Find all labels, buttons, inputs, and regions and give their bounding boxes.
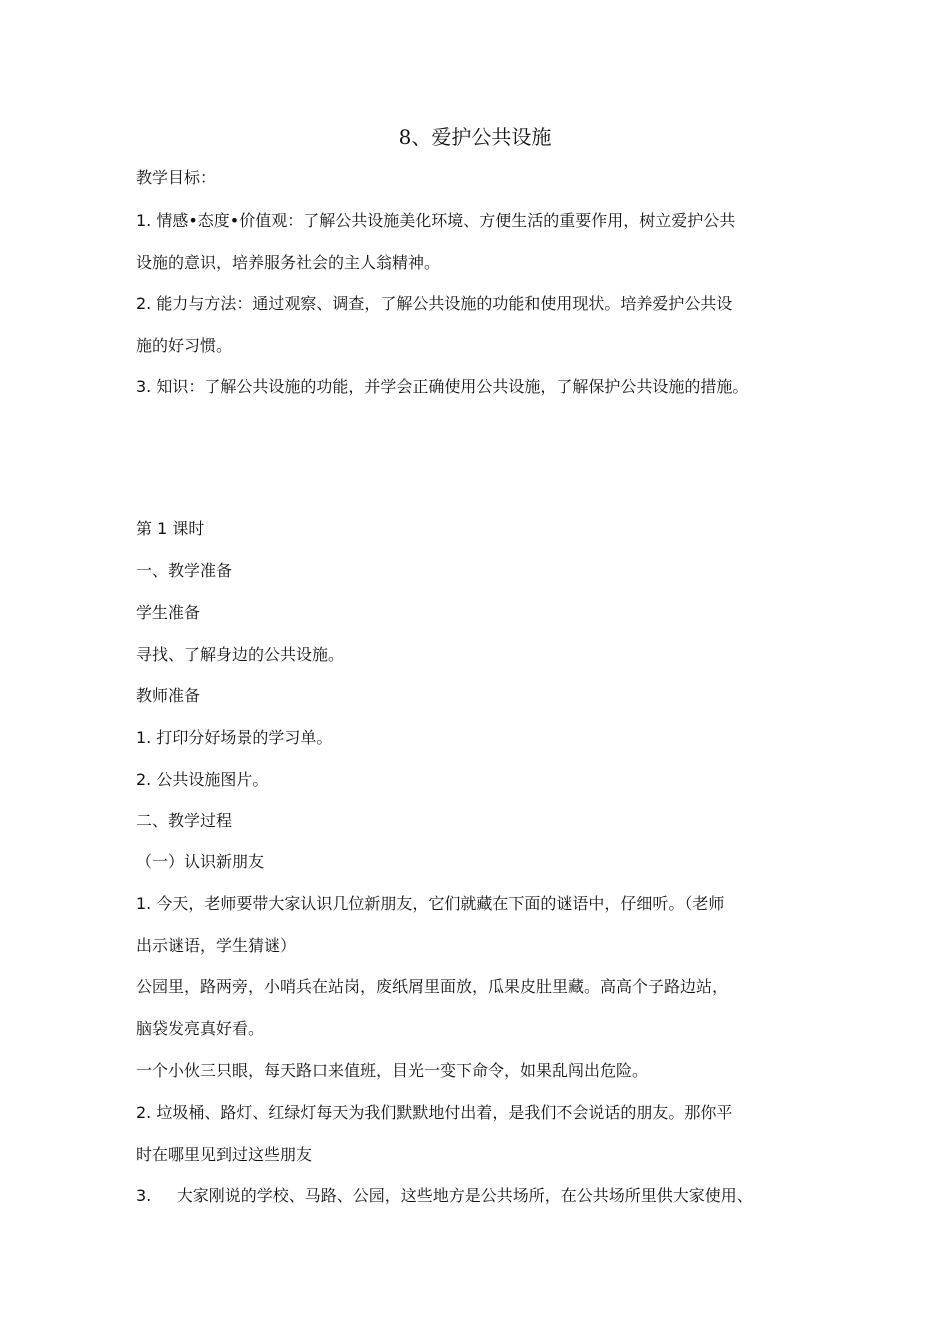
riddle-1-line-1: 公园里，路两旁，小哨兵在站岗，废纸屑里面放，瓜果皮肚里藏。高高个子路边站， (136, 977, 729, 996)
objective-3-line-1: 3. 知识：了解公共设施的功能，并学会正确使用公共设施，了解保护公共设施的措施。 (136, 377, 749, 396)
teacher-prep-heading: 教师准备 (136, 686, 201, 705)
paragraph-2-line-2: 时在哪里见到过这些朋友 (136, 1145, 313, 1164)
objective-1-line-2: 设施的意识，培养服务社会的主人翁精神。 (136, 253, 441, 272)
paragraph-1-line-2: 出示谜语，学生猜谜） (136, 936, 297, 955)
process-heading: 二、教学过程 (136, 811, 233, 830)
teacher-prep-item-1: 1. 打印分好场景的学习单。 (136, 728, 333, 747)
paragraph-1-line-1: 1. 今天，老师要带大家认识几位新朋友，它们就藏在下面的谜语中，仔细听。（老师 (136, 894, 725, 913)
document-title: 8、爱护公共设施 (398, 125, 552, 149)
objectives-heading: 教学目标： (136, 168, 217, 187)
objective-2-line-1: 2. 能力与方法：通过观察、调查，了解公共设施的功能和使用现状。培养爱护公共设 (136, 294, 733, 313)
teacher-prep-item-2: 2. 公共设施图片。 (136, 770, 269, 789)
objective-1-line-1: 1. 情感•态度•价值观：了解公共设施美化环境、方便生活的重要作用，树立爱护公共 (136, 211, 736, 230)
riddle-2-line: 一个小伙三只眼，每天路口来值班，目光一变下命令，如果乱闯出危险。 (136, 1061, 649, 1080)
objective-2-line-2: 施的好习惯。 (136, 336, 233, 355)
lesson-label: 第 1 课时 (136, 519, 205, 538)
paragraph-2-line-1: 2. 垃圾桶、路灯、红绿灯每天为我们默默地付出着，是我们不会说话的朋友。那你平 (136, 1103, 733, 1122)
paragraph-3-line-1: 3. 大家刚说的学校、马路、公园，这些地方是公共场所，在公共场所里供大家使用、 (136, 1186, 753, 1205)
riddle-1-line-2: 脑袋发亮真好看。 (136, 1019, 265, 1038)
student-prep-text: 寻找、了解身边的公共设施。 (136, 645, 345, 664)
student-prep-heading: 学生准备 (136, 603, 201, 622)
section-1-heading: （一）认识新朋友 (136, 852, 265, 871)
prep-heading: 一、教学准备 (136, 561, 233, 580)
